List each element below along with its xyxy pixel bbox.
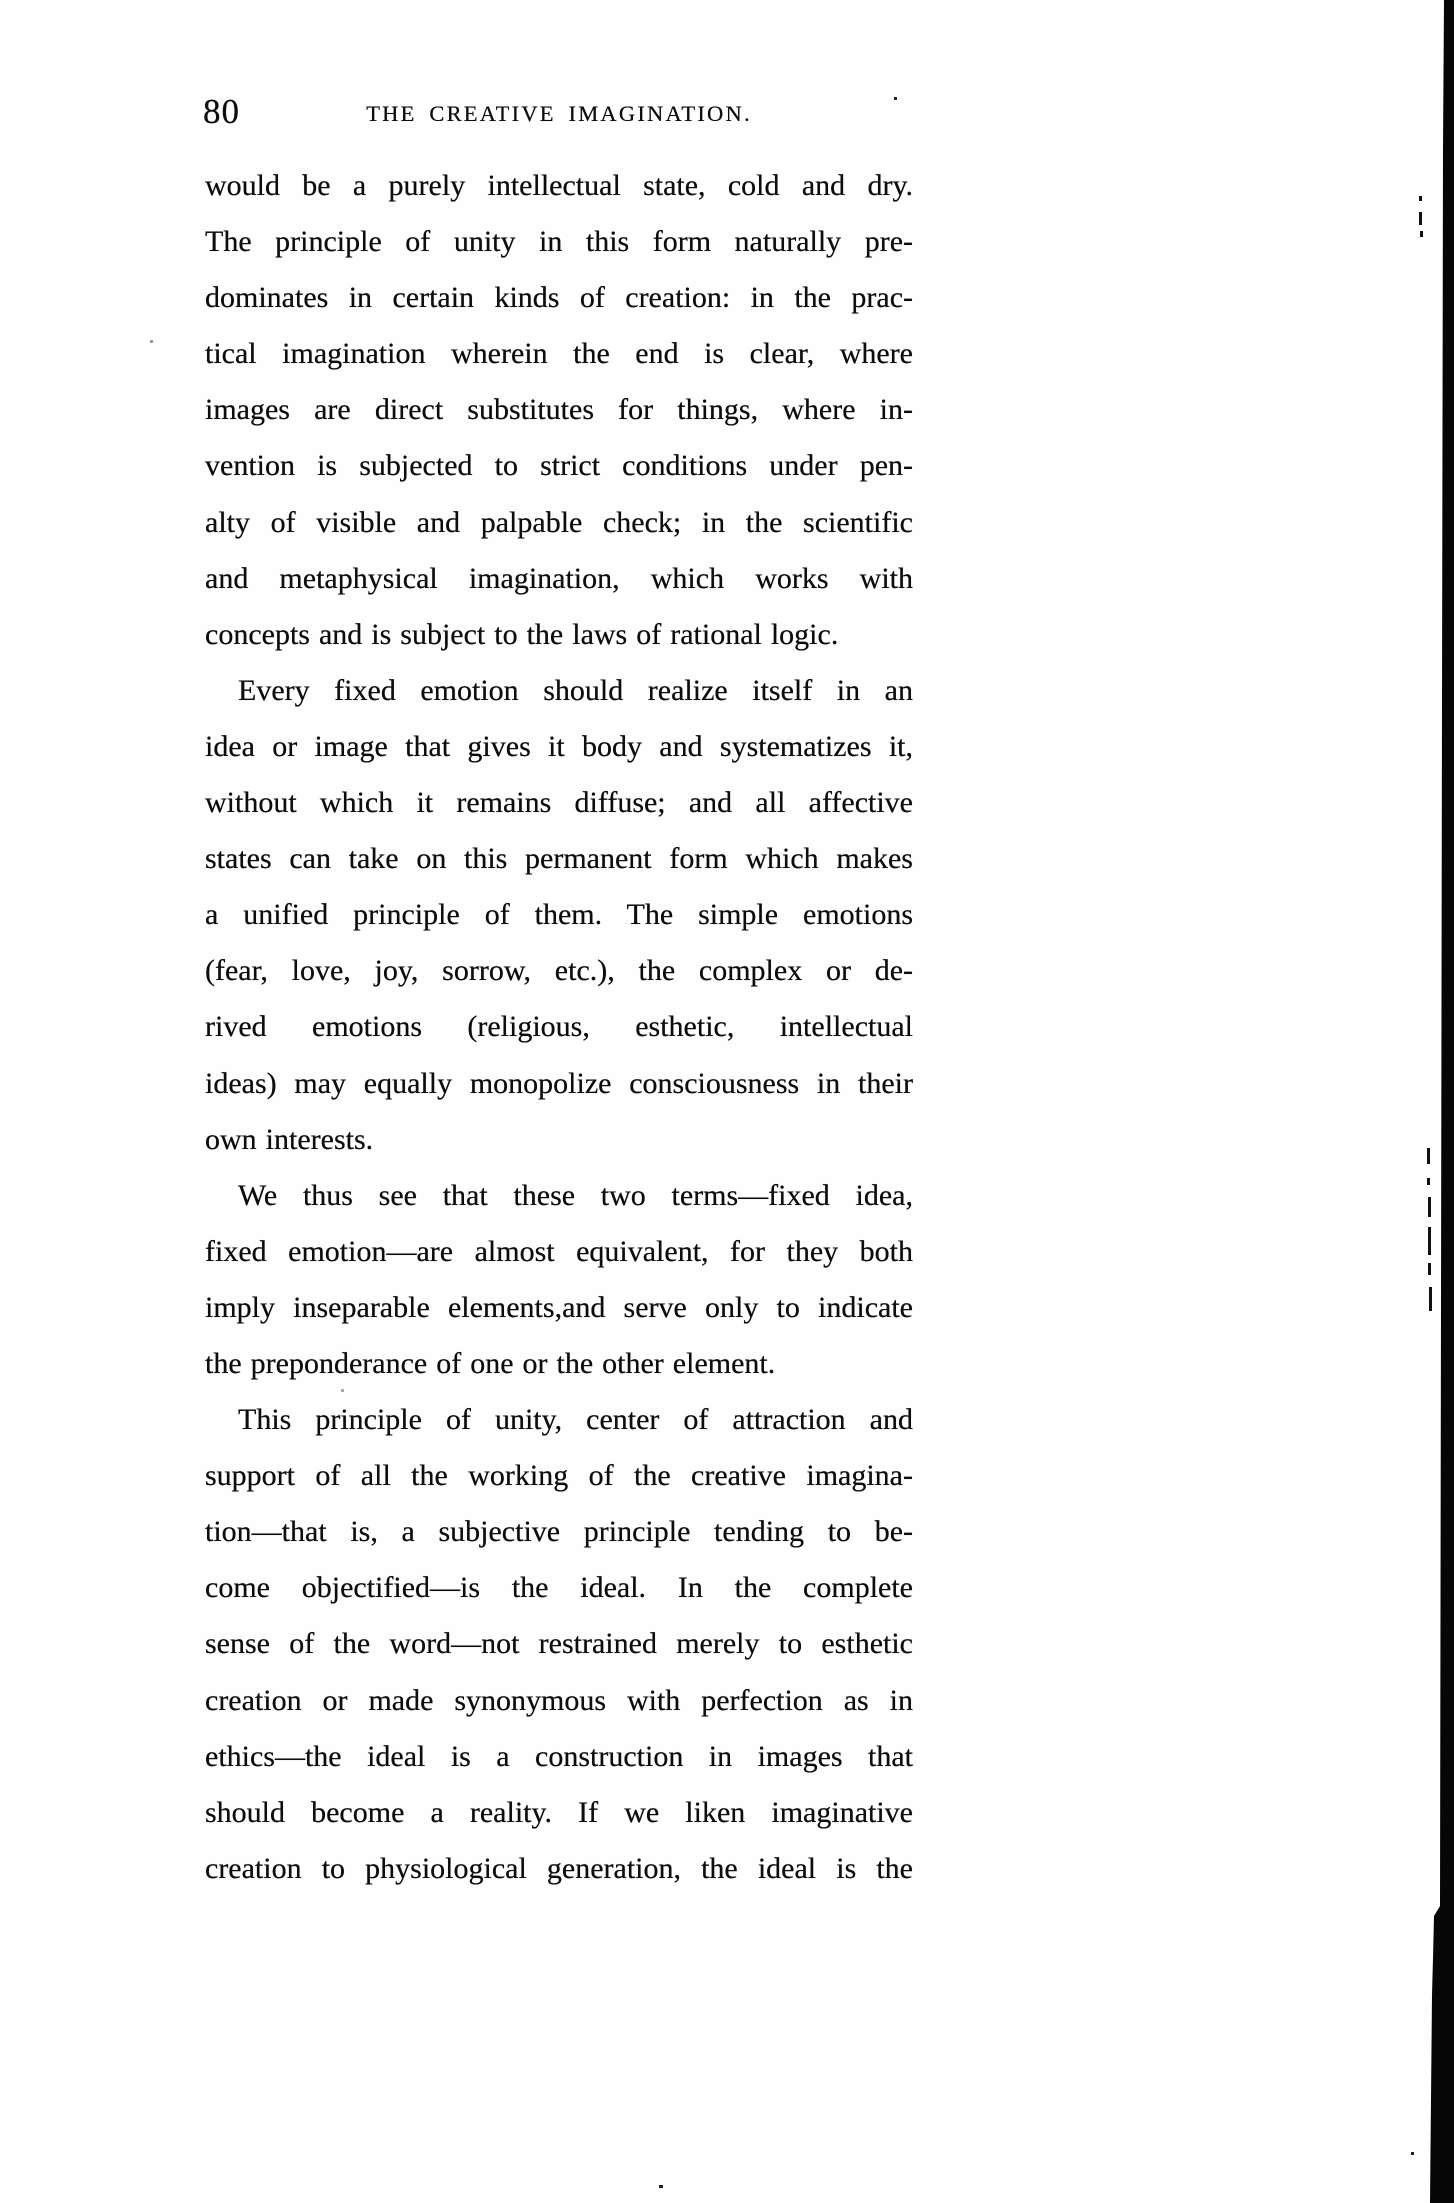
page-number: 80 bbox=[203, 92, 240, 131]
running-title: THE CREATIVE IMAGINATION. bbox=[366, 101, 752, 126]
text-line: images are direct substitutes for things, where in- bbox=[205, 393, 913, 427]
page-body bbox=[205, 158, 913, 1897]
text-line: concepts and is subject to the laws of rational logic. bbox=[205, 617, 839, 651]
text-line: ideas) may equally monopolize consciousness in their bbox=[205, 1066, 913, 1100]
text-line: imply inseparable elements,and serve only to indicate bbox=[205, 1290, 913, 1324]
text-line: creation or made synonymous with perfection as in bbox=[205, 1683, 913, 1717]
text-line: support of all the working of the creative imagina- bbox=[205, 1459, 913, 1493]
text-line: a unified principle of them. The simple emotions bbox=[205, 898, 913, 932]
text-line: states can take on this permanent form which makes bbox=[205, 842, 913, 876]
text-line: without which it remains diffuse; and all affective bbox=[205, 786, 913, 820]
text-line: This principle of unity, center of attraction and bbox=[238, 1403, 913, 1437]
text-line: own interests. bbox=[205, 1122, 374, 1156]
text-line: idea or image that gives it body and systematizes it, bbox=[205, 729, 913, 763]
text-line: (fear, love, joy, sorrow, etc.), the complex or de- bbox=[205, 954, 913, 988]
text-line: dominates in certain kinds of creation: in the prac- bbox=[205, 281, 913, 315]
text-line: and metaphysical imagination, which works with bbox=[205, 561, 913, 595]
text-line: tion—that is, a subjective principle tending to be- bbox=[205, 1515, 913, 1549]
text-line: ethics—the ideal is a construction in images that bbox=[205, 1739, 913, 1773]
text-line: come objectified—is the ideal. In the complete bbox=[205, 1571, 913, 1605]
text-line: rived emotions (religious, esthetic, intellectual bbox=[205, 1010, 913, 1044]
text-line: We thus see that these two terms—fixed idea, bbox=[238, 1178, 913, 1212]
text-line: The principle of unity in this form naturally pre- bbox=[205, 225, 913, 259]
text-line: Every fixed emotion should realize itself in an bbox=[238, 673, 913, 707]
text-line: creation to physiological generation, the ideal is the bbox=[205, 1851, 913, 1885]
gutter-shadow bbox=[1430, 0, 1454, 2203]
text-line: alty of visible and palpable check; in the scientific bbox=[205, 505, 913, 539]
text-line: sense of the word—not restrained merely to esthetic bbox=[205, 1627, 913, 1661]
text-line: fixed emotion—are almost equivalent, for they both bbox=[205, 1234, 913, 1268]
text-line: should become a reality. If we liken imaginative bbox=[205, 1795, 913, 1829]
text-line: the preponderance of one or the other element. bbox=[205, 1346, 776, 1380]
text-line: would be a purely intellectual state, cold and dry. bbox=[205, 169, 913, 202]
text-line: tical imagination wherein the end is clear, where bbox=[205, 337, 913, 371]
text-line: vention is subjected to strict conditions under pen- bbox=[205, 449, 913, 483]
